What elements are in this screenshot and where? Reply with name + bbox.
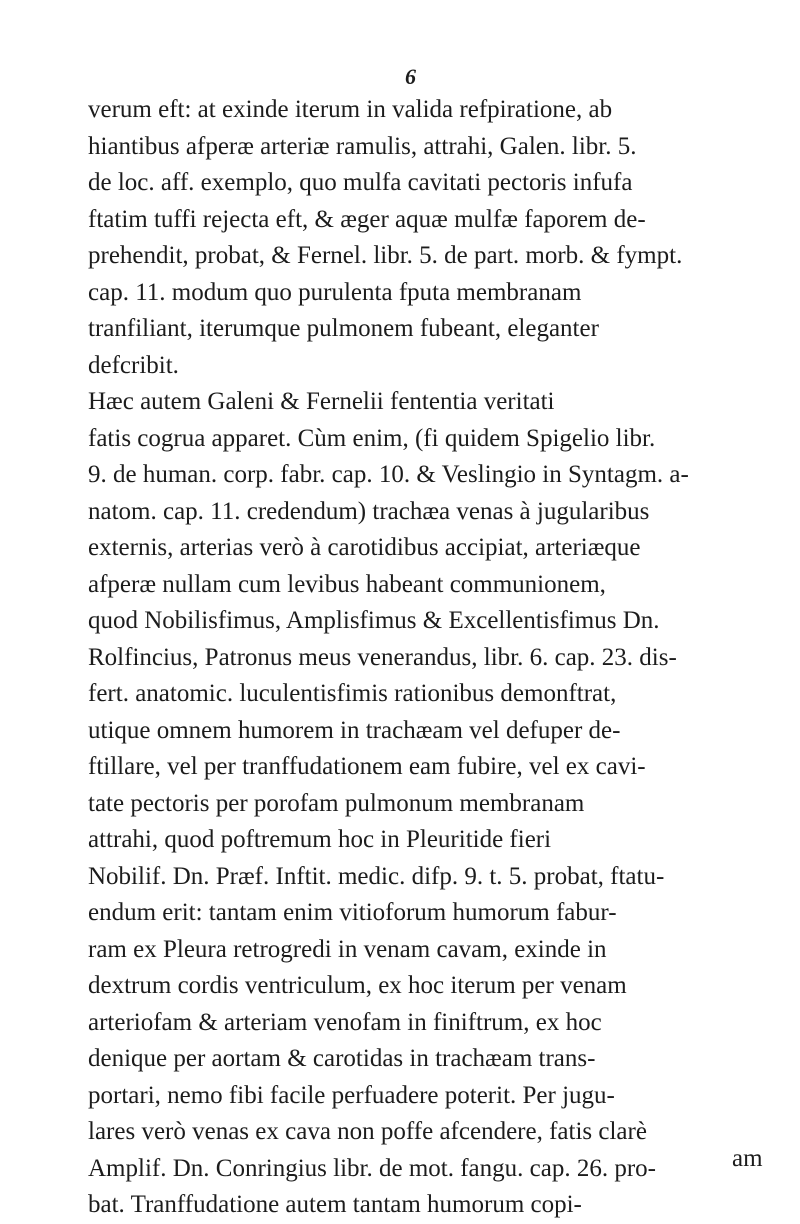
- text-line: afperæ nullam cum levibus habeant communionem,: [88, 570, 606, 598]
- text-line: defcribit.: [88, 351, 179, 379]
- text-line: tranfiliant, iterumque pulmonem fubeant, eleganter: [88, 315, 599, 342]
- text-line: fatis cogrua apparet. Cùm enim, (fi quidem Spigelio libr.: [88, 424, 656, 452]
- page-number: 6: [405, 64, 416, 89]
- text-line: prehendit, probat, & Fernel. libr. 5. de part. morb. & fympt.: [88, 242, 683, 269]
- body-text: [88, 92, 800, 1224]
- text-line: ftatim tuffi rejecta eft, & æger aquæ mulfæ faporem de-: [88, 205, 646, 233]
- text-line: Hæc autem Galeni & Fernelii fententia veritati: [88, 388, 555, 415]
- text-line: 9. de human. corp. fabr. cap. 10. & Veslingio in Syntagm. a-: [88, 461, 689, 488]
- text-line: ram ex Pleura retrogredi in venam cavam, exinde in: [88, 935, 607, 963]
- text-line: denique per aortam & carotidas in trachæam trans-: [88, 1045, 596, 1072]
- text-line: dextrum cordis ventriculum, ex hoc iterum per venam: [88, 972, 627, 999]
- text-line: fert. anatomic. luculentisfimis rationibus demonftrat,: [88, 680, 617, 707]
- text-line: attrahi, quod poftremum hoc in Pleuritide fieri: [88, 826, 552, 853]
- text-line: lares verò venas ex cava non poffe afcendere, fatis clarè: [88, 1118, 647, 1145]
- text-line: ftillare, vel per tranffudationem eam fubire, vel ex cavi-: [88, 753, 646, 780]
- text-line: externis, arterias verò à carotidibus accipiat, arteriæque: [88, 534, 641, 561]
- text-line: endum erit: tantam enim vitioforum humorum fabur-: [88, 899, 617, 926]
- text-line: arteriofam & arteriam venofam in finiftrum, ex hoc: [88, 1008, 602, 1036]
- text-line: verum eft: at exinde iterum in valida refpiratione, ab: [88, 96, 613, 123]
- text-line: bat. Tranffudatione autem tantam humorum copi-: [88, 1191, 582, 1218]
- catchword: am: [732, 1145, 763, 1172]
- text-line: Amplif. Dn. Conringius libr. de mot. fangu. cap. 26. pro-: [88, 1154, 656, 1182]
- text-line: portari, nemo fibi facile perfuadere poterit. Per jugu-: [88, 1081, 615, 1109]
- text-line: natom. cap. 11. credendum) trachæa venas à jugularibus: [88, 497, 650, 525]
- text-line: quod Nobilisfimus, Amplisfimus & Excellentisfimus Dn.: [88, 607, 660, 634]
- text-line: de loc. aff. exemplo, quo mulfa cavitati pectoris infufa: [88, 169, 633, 196]
- text-line: utique omnem humorem in trachæam vel defuper de-: [88, 716, 621, 744]
- text-line: cap. 11. modum quo purulenta fputa membranam: [88, 278, 582, 306]
- text-line: Nobilif. Dn. Præf. Inftit. medic. difp. 9. t. 5. probat, ftatu-: [88, 862, 665, 890]
- text-line: Rolfincius, Patronus meus venerandus, libr. 6. cap. 23. dis-: [88, 643, 677, 671]
- text-line: tate pectoris per porofam pulmonum membranam: [88, 789, 585, 817]
- text-line: hiantibus afperæ arteriæ ramulis, attrahi, Galen. libr. 5.: [88, 132, 637, 160]
